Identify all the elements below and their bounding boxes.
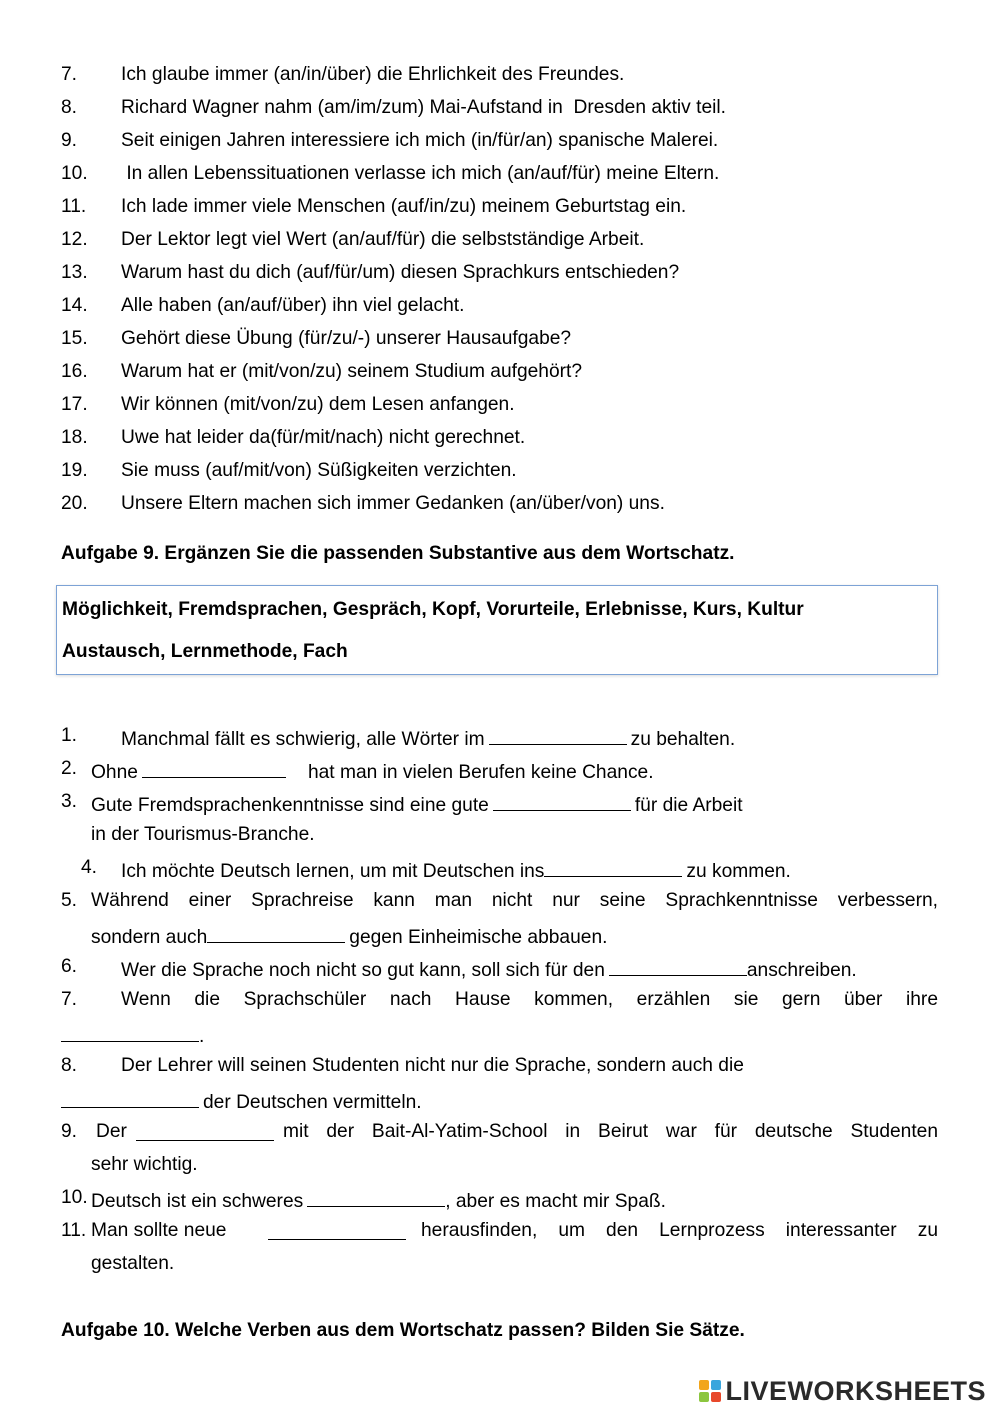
exercise-8-item-text: Wir können (mit/von/zu) dem Lesen anfangen. — [121, 394, 515, 415]
sentence-6-text-b: anschreiben. — [746, 960, 857, 981]
sentence-10-text-a: Deutsch ist ein schweres — [91, 1191, 304, 1212]
liveworksheets-logo-icon — [699, 1380, 721, 1402]
exercise-8-item-number: 8. — [61, 97, 78, 118]
sentence-6-blank[interactable] — [609, 955, 747, 976]
exercise-8-item-number: 13. — [61, 262, 88, 283]
sentence-2 — [91, 757, 654, 785]
sentence-1-number: 1. — [61, 725, 78, 746]
exercise-8-item-text: Sie muss (auf/mit/von) Süßigkeiten verzichten. — [121, 460, 517, 481]
exercise-8-item-text: Warum hat er (mit/von/zu) seinem Studium aufgehört? — [121, 361, 583, 382]
sentence-1-blank[interactable] — [489, 724, 627, 745]
exercise-8-item-text: Seit einigen Jahren interessiere ich mich (in/für/an) spanische Malerei. — [121, 130, 719, 151]
exercise-8-item-number: 12. — [61, 229, 88, 250]
sentence-10 — [91, 1186, 666, 1214]
exercise-8-item-number: 15. — [61, 328, 88, 349]
sentence-9-blank[interactable] — [136, 1120, 274, 1141]
exercise-8-item-number: 9. — [61, 130, 78, 151]
sentence-5-blank[interactable] — [207, 922, 345, 943]
vocabulary-box — [56, 585, 938, 675]
sentence-5-line-1: Während einer Sprachreise kann man nicht nur seine Sprachkenntnisse verbessern, — [91, 890, 938, 911]
sentence-8-line-1: Der Lehrer will seinen Studenten nicht nur die Sprache, sondern auch die — [121, 1055, 744, 1076]
sentence-8-blank[interactable] — [61, 1087, 199, 1108]
sentence-11-number: 11. — [61, 1220, 87, 1241]
sentence-9-number: 9. — [61, 1121, 78, 1142]
exercise-8-item-number: 17. — [61, 394, 88, 415]
sentence-2-blank[interactable] — [142, 757, 286, 778]
sentence-1-text-b: zu behalten. — [630, 729, 736, 750]
sentence-6-number: 6. — [61, 956, 78, 977]
exercise-8-item-text: Ich glaube immer (an/in/über) die Ehrlichkeit des Freundes. — [121, 64, 625, 85]
sentence-7-blank[interactable] — [61, 1021, 199, 1042]
sentence-5-number: 5. — [61, 890, 78, 911]
sentence-9-continuation: sehr wichtig. — [91, 1154, 198, 1175]
exercise-8-item-text: Gehört diese Übung (für/zu/-) unserer Hausaufgabe? — [121, 328, 572, 349]
exercise-8-item-text: Richard Wagner nahm (am/im/zum) Mai-Aufstand in Dresden aktiv teil. — [121, 97, 726, 118]
exercise-8-item-number: 19. — [61, 460, 88, 481]
sentence-10-text-b: , aber es macht mir Spaß. — [445, 1191, 666, 1212]
exercise-8-item-text: Warum hast du dich (auf/für/um) diesen Sprachkurs entschieden? — [121, 262, 680, 283]
exercise-8-item-number: 18. — [61, 427, 88, 448]
sentence-6-text-a: Wer die Sprache noch nicht so gut kann, soll sich für den — [121, 960, 605, 981]
sentence-4-text-b: zu kommen. — [686, 861, 791, 882]
sentence-1-text-a: Manchmal fällt es schwierig, alle Wörter im — [121, 729, 485, 750]
sentence-8-text-b: der Deutschen vermitteln. — [203, 1092, 422, 1113]
sentence-11-continuation: gestalten. — [91, 1253, 175, 1274]
sentence-10-blank[interactable] — [307, 1186, 445, 1207]
exercise-8-item-text: Alle haben (an/auf/über) ihn viel gelacht. — [121, 295, 465, 316]
vocabulary-line-2: Austausch, Lernmethode, Fach — [62, 641, 348, 662]
sentence-10-number: 10. — [61, 1187, 88, 1208]
sentence-5-text-c: gegen Einheimische abbauen. — [349, 927, 608, 948]
sentence-3-continuation: in der Tourismus-Branche. — [91, 824, 315, 845]
task-9-heading: Aufgabe 9. Ergänzen Sie die passenden Substantive aus dem Wortschatz. — [61, 543, 735, 564]
sentence-11-blank-holder — [268, 1219, 410, 1247]
exercise-8-item-text: In allen Lebenssituationen verlasse ich mich (an/auf/für) meine Eltern. — [121, 163, 720, 184]
sentence-11-text-a: Man sollte neue — [91, 1220, 227, 1241]
exercise-8-item-text: Ich lade immer viele Menschen (auf/in/zu) meinem Geburtstag ein. — [121, 196, 687, 217]
sentence-4-text-a: Ich möchte Deutsch lernen, um mit Deutschen ins — [121, 861, 545, 882]
sentence-7-line-2 — [61, 1021, 204, 1049]
sentence-6 — [121, 955, 857, 983]
sentence-8-number: 8. — [61, 1055, 78, 1076]
exercise-8-item-text: Uwe hat leider da(für/mit/nach) nicht gerechnet. — [121, 427, 526, 448]
sentence-2-text-b: hat man in vielen Berufen keine Chance. — [307, 762, 654, 783]
exercise-8-item-text: Unsere Eltern machen sich immer Gedanken (an/über/von) uns. — [121, 493, 665, 514]
exercise-8-item-number: 7. — [61, 64, 78, 85]
vocabulary-line-1: Möglichkeit, Fremdsprachen, Gespräch, Kopf, Vorurteile, Erlebnisse, Kurs, Kultur — [62, 599, 804, 620]
exercise-8-item-number: 11. — [61, 196, 87, 217]
exercise-8-item-number: 10. — [61, 163, 88, 184]
sentence-11-text-b: herausfinden, um den Lernprozess interessanter zu — [421, 1220, 938, 1241]
sentence-11-blank[interactable] — [268, 1219, 406, 1240]
sentence-3-blank[interactable] — [493, 790, 631, 811]
exercise-8-item-number: 14. — [61, 295, 88, 316]
sentence-9-blank-holder — [136, 1120, 278, 1148]
sentence-7-line-1: Wenn die Sprachschüler nach Hause kommen, erzählen sie gern über ihre — [121, 989, 938, 1010]
sentence-8-line-2 — [61, 1087, 422, 1115]
sentence-5-text-b: sondern auch — [91, 927, 208, 948]
sentence-4-number: 4. — [81, 857, 98, 878]
sentence-2-number: 2. — [61, 758, 78, 779]
task-10-heading: Aufgabe 10. Welche Verben aus dem Wortschatz passen? Bilden Sie Sätze. — [61, 1320, 745, 1341]
sentence-9-text-b: mit der Bait-Al-Yatim-School in Beirut war für deutsche Studenten — [283, 1121, 938, 1142]
sentence-2-text-a: Ohne — [91, 762, 138, 783]
liveworksheets-logo — [699, 1376, 986, 1406]
sentence-7-text-b: . — [199, 1026, 205, 1047]
exercise-8-item-number: 20. — [61, 493, 88, 514]
sentence-3-text-a: Gute Fremdsprachenkenntnisse sind eine gute — [91, 795, 489, 816]
sentence-9-text-a: Der — [96, 1121, 127, 1142]
sentence-3 — [91, 790, 743, 818]
liveworksheets-wordmark: LIVEWORKSHEETS — [725, 1376, 986, 1406]
sentence-3-number: 3. — [61, 791, 78, 812]
exercise-8-item-text: Der Lektor legt viel Wert (an/auf/für) die selbstständige Arbeit. — [121, 229, 645, 250]
sentence-3-text-b: für die Arbeit — [634, 795, 743, 816]
sentence-1 — [121, 724, 735, 752]
exercise-8-item-number: 16. — [61, 361, 88, 382]
sentence-5-line-2 — [91, 922, 607, 950]
sentence-4-blank[interactable] — [544, 856, 682, 877]
sentence-7-number: 7. — [61, 989, 78, 1010]
sentence-4 — [121, 856, 791, 884]
